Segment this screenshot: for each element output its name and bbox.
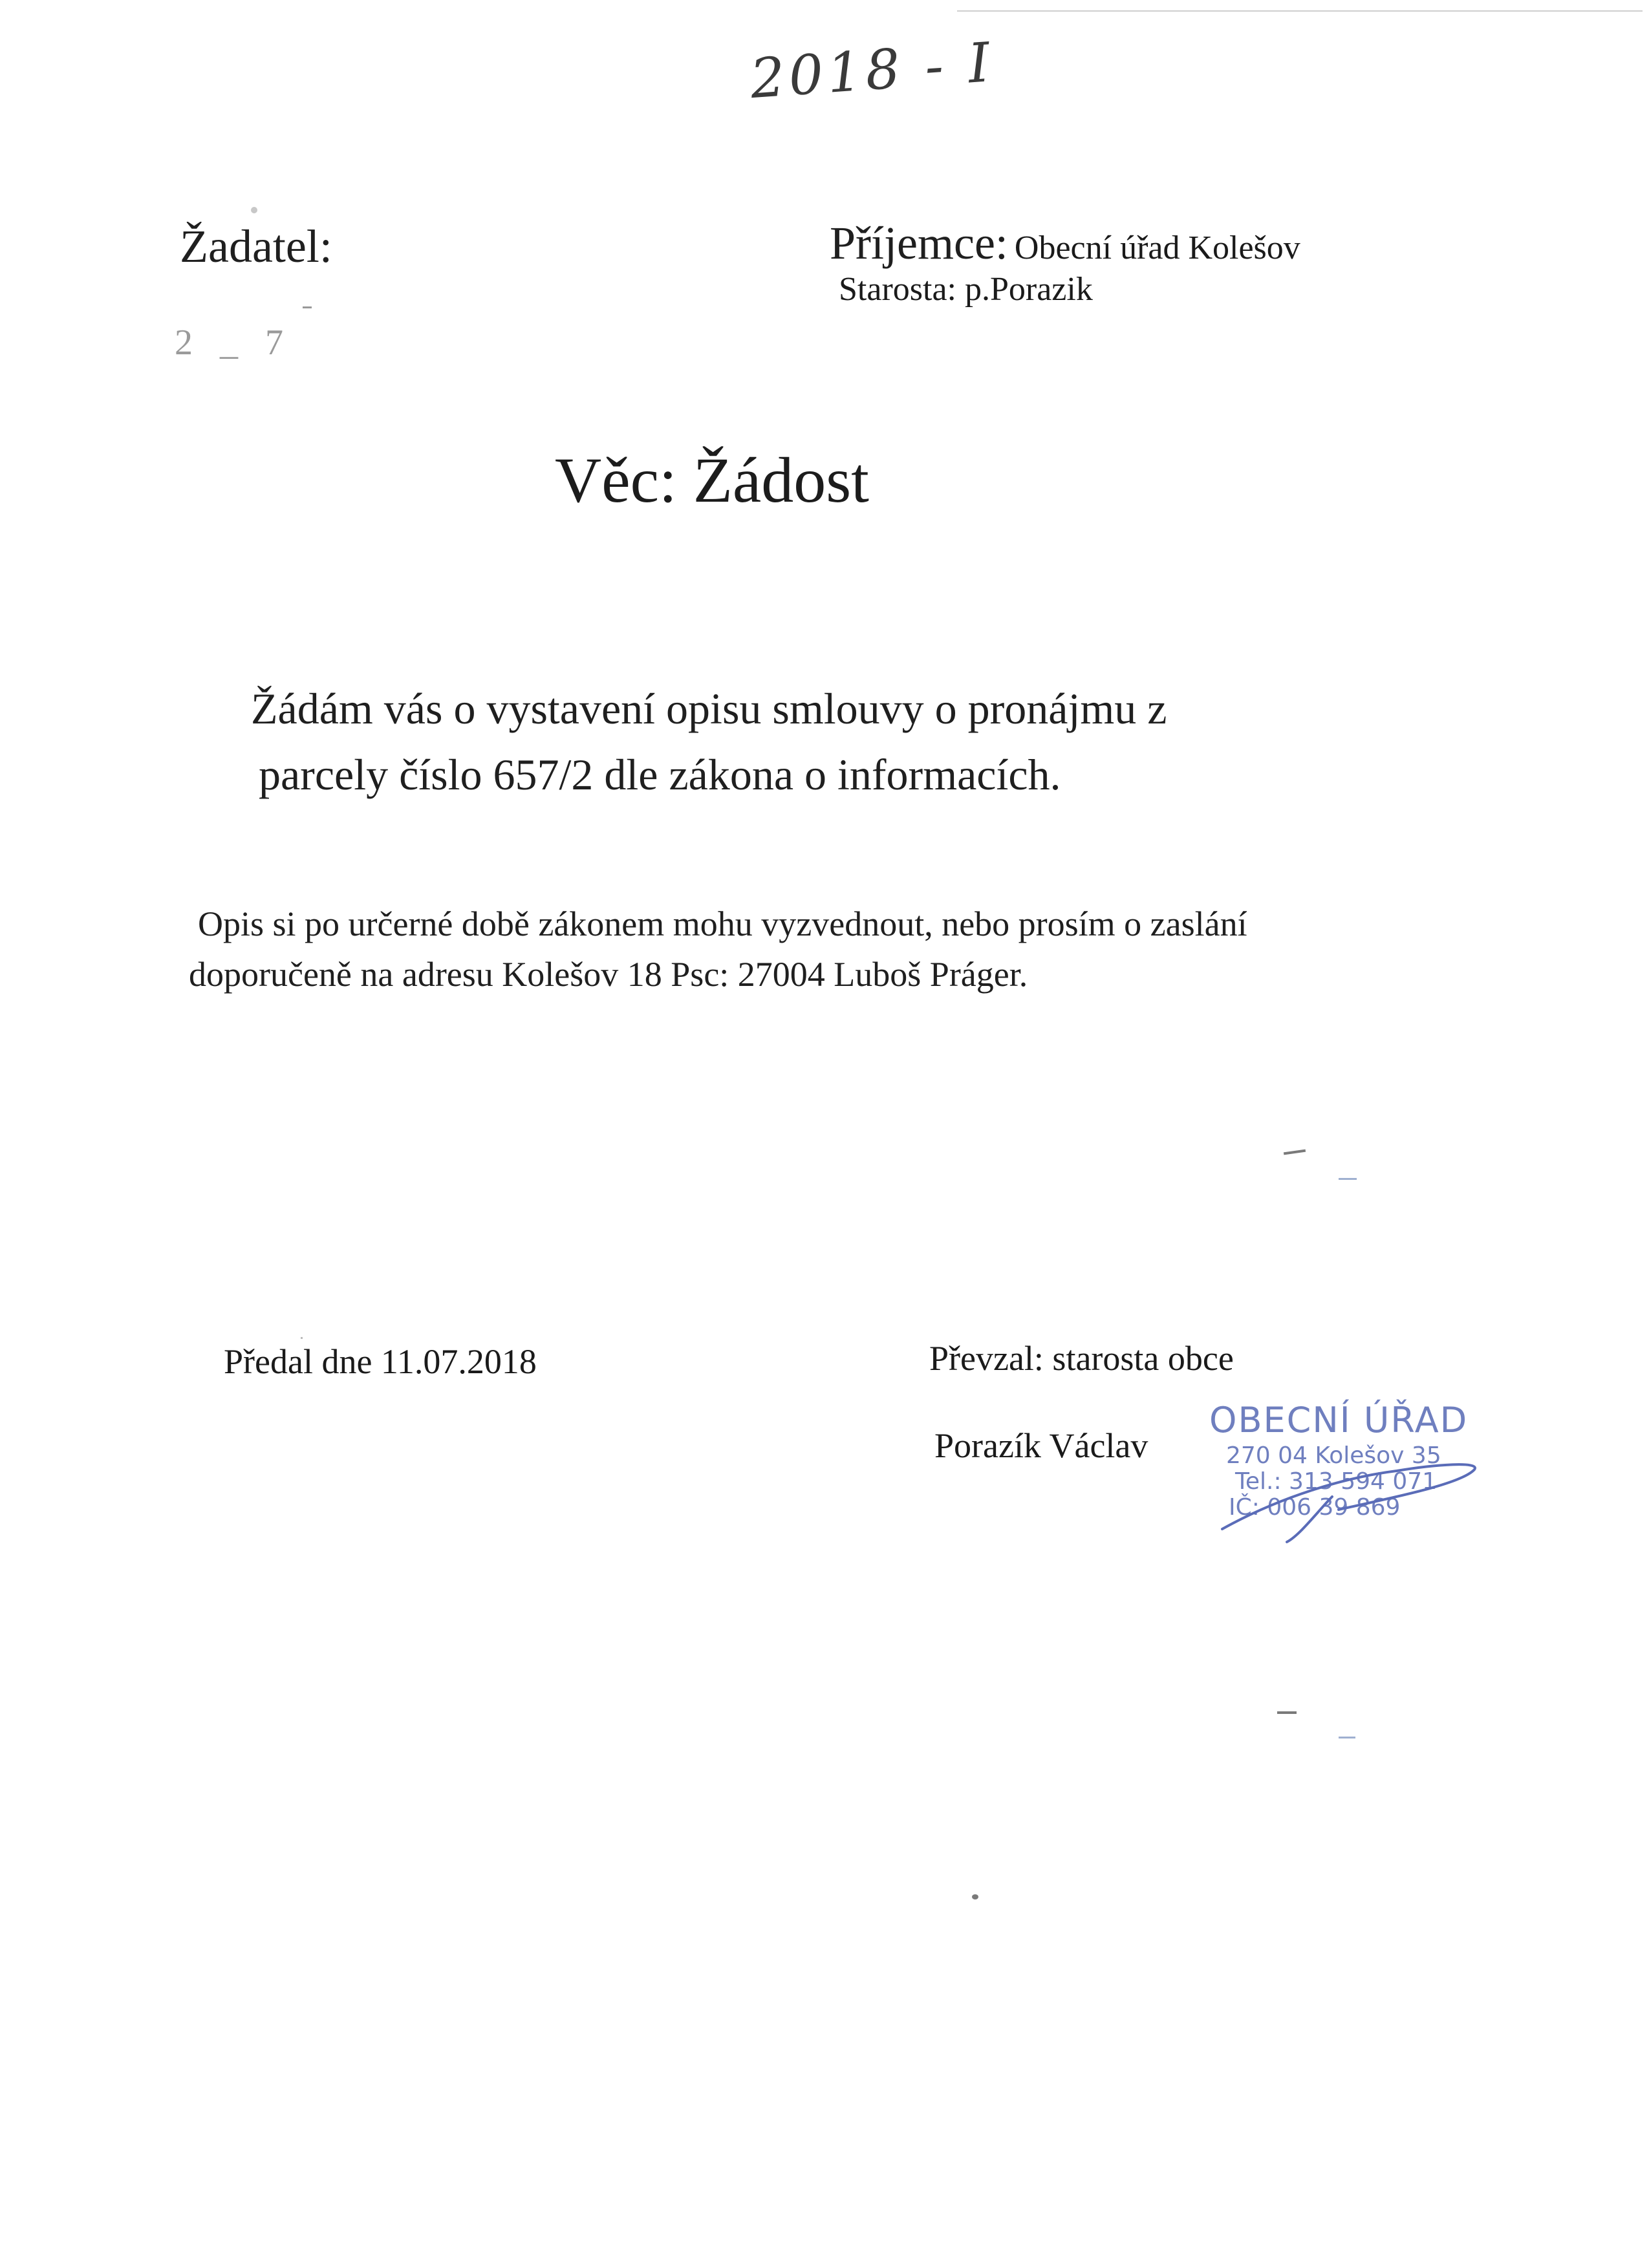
note-paragraph [189,899,1482,1000]
recipient-name: Obecní úřad Kolešov [1014,230,1300,266]
applicant-label: Žadatel: [180,220,332,272]
stamp-title: OBECNÍ ÚŘAD [1209,1400,1469,1440]
request-line: parcely číslo 657/2 dle zákona o informacích. [259,750,1061,799]
stamp-phone: Tel.: 313 594 071 [1235,1468,1438,1495]
scan-speck [303,306,312,308]
applicant-number: 2 _ 7 [175,323,292,363]
recipient-label: Příjemce: [830,217,1008,269]
scan-speck [1339,1178,1357,1180]
stamp-ic: IČ: 006 39 869 [1229,1494,1401,1521]
request-paragraph [251,676,1415,808]
scan-speck [1339,1737,1355,1738]
office-stamp [1203,1400,1487,1548]
scan-speck [301,1337,303,1339]
handed-over-date: Předal dne 11.07.2018 [224,1342,537,1381]
signature-scribble [1203,1400,1487,1548]
scan-speck [251,207,257,213]
stamp-address: 270 04 Kolešov 35 [1226,1442,1441,1469]
faint-scan-artifacts [226,1532,705,1539]
handwritten-reference: 2018 - I [748,30,996,111]
received-by-name: Porazík Václav [934,1426,1148,1465]
scan-speck [972,1894,978,1899]
subject-heading: Věc: Žádost [555,444,869,516]
scan-speck [1277,1711,1297,1714]
scan-speck [1284,1150,1306,1155]
request-line: Žádám vás o vystavení opisu smlouvy o pronájmu z [251,684,1167,733]
recipient-mayor: Starosta: p.Porazik [839,271,1093,308]
received-by-label: Převzal: starosta obce [929,1339,1234,1378]
note-line: doporučeně na adresu Kolešov 18 Psc: 27004 Luboš Práger. [189,955,1028,994]
scan-edge-line [957,10,1643,12]
note-line: Opis si po určerné době zákonem mohu vyzvednout, nebo prosím o zaslání [198,904,1247,943]
recipient-block [830,217,1300,270]
